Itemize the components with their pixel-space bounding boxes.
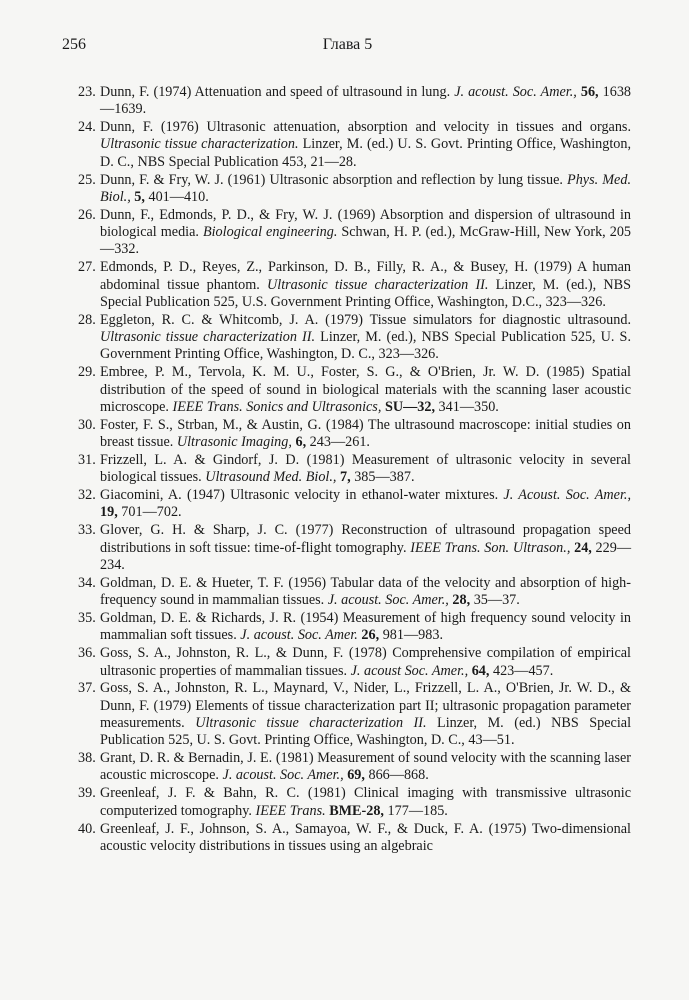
reference-entry: [78, 610, 631, 645]
reference-text: 177—185.: [383, 802, 448, 819]
reference-source: IEEE Trans.: [255, 802, 326, 819]
reference-text: Giacomini, A. (1947) Ultrasonic velocity in ethanol-water mixtures.: [100, 487, 504, 504]
reference-text: 423—457.: [489, 662, 554, 679]
reference-text: Goldman, D. E. & Richards, J. R. (1954) Measurement of high frequency sound velocity in mammalian soft tissues.: [100, 610, 631, 644]
reference-source: Biological engineering.: [202, 224, 338, 241]
reference-volume: 19,: [100, 504, 118, 521]
reference-number: 29.: [78, 364, 96, 381]
reference-entry: [78, 84, 631, 119]
reference-text: Linzer, M. (ed.) NBS Special Publication 525, U. S. Govt. Printing Office, Washington, D. C., 43—51.: [100, 715, 632, 749]
reference-entry: [78, 821, 631, 856]
reference-source: IEEE Trans. Sonics and Ultrasonics,: [172, 398, 382, 415]
reference-entry: [78, 417, 631, 452]
reference-entry: [78, 452, 631, 487]
reference-number: 27.: [78, 259, 96, 276]
reference-number: 39.: [78, 785, 96, 802]
reference-volume: 28,: [452, 592, 471, 609]
reference-source: J. acoust. Soc. Amer.,: [454, 84, 577, 100]
reference-entry: [78, 312, 631, 364]
reference-source: Ultrasonic tissue characterization.: [100, 136, 299, 153]
reference-number: 36.: [78, 645, 96, 662]
reference-text: Linzer, M. (ed.), NBS Special Publication 525, U.S. Government Printing Office, Washington, D.C., 323—326.: [100, 276, 631, 310]
reference-entry: [78, 207, 631, 259]
reference-number: 33.: [78, 522, 96, 539]
reference-volume: SU—32,: [384, 398, 435, 415]
reference-text: 35—37.: [470, 592, 520, 609]
reference-number: 24.: [78, 119, 96, 136]
reference-volume: 24,: [574, 539, 592, 556]
reference-entry: [78, 750, 631, 785]
reference-source: J. Acoust. Soc. Amer.,: [503, 487, 631, 504]
reference-text: Embree, P. M., Tervola, K. M. U., Foster, S. G., & O'Brien, Jr. W. D. (1985) Spatial distribution of the speed of sound in biological materials with the scanning laser acoustic microscope.: [100, 364, 631, 415]
reference-volume: 5,: [134, 188, 145, 205]
reference-entry: [78, 522, 631, 574]
reference-number: 26.: [78, 206, 96, 223]
reference-text: Glover, G. H. & Sharp, J. C. (1977) Reconstruction of ultrasound propagation speed distributions in soft tissue: time-of-flight tomography.: [100, 522, 631, 556]
reference-source: IEEE Trans. Son. Ultrason.,: [410, 539, 571, 556]
reference-source: Phys. Med. Biol.,: [100, 171, 631, 205]
reference-volume: 64,: [471, 662, 490, 679]
reference-source: Ultrasonic tissue characterization II.: [195, 715, 427, 731]
reference-number: 23.: [78, 84, 96, 100]
reference-entry: [78, 645, 631, 680]
reference-number: 34.: [78, 574, 96, 591]
reference-source: J. acoust. Soc. Amer.: [240, 627, 358, 644]
reference-volume: 7,: [340, 469, 351, 486]
reference-text: Edmonds, P. D., Reyes, Z., Parkinson, D. B., Filly, R. A., & Busey, H. (1979) A human abdominal tissue phantom.: [100, 259, 631, 293]
reference-number: 32.: [78, 487, 96, 504]
reference-text: 341—350.: [435, 398, 499, 415]
reference-text: Schwan, H. P. (ed.), McGraw-Hill, New York, 205—332.: [100, 224, 632, 258]
reference-volume: 56,: [580, 84, 599, 100]
reference-number: 25.: [78, 171, 96, 188]
reference-number: 31.: [78, 451, 96, 468]
reference-text: 385—387.: [350, 469, 415, 486]
reference-number: 37.: [78, 680, 96, 697]
reference-text: Frizzell, L. A. & Gindorf, J. D. (1981) Measurement of ultrasonic velocity in several biological tissues.: [100, 451, 631, 486]
reference-text: Dunn, F. & Fry, W. J. (1961) Ultrasonic absorption and reflection by lung tissue.: [100, 171, 568, 188]
reference-text: 401—410.: [144, 188, 209, 205]
reference-text: 229—234.: [100, 539, 632, 573]
reference-text: 981—983.: [379, 627, 443, 644]
reference-source: J. acoust. Soc. Amer.,: [222, 767, 344, 784]
reference-source: Ultrasonic tissue characterization II.: [267, 276, 489, 293]
reference-volume: 26,: [361, 627, 380, 644]
reference-text: Grant, D. R. & Bernadin, J. E. (1981) Measurement of sound velocity with the scanning laser acoustic microscope.: [100, 750, 631, 784]
reference-text: Dunn, F., Edmonds, P. D., & Fry, W. J. (1969) Absorption and dispersion of ultrasound in biological media.: [100, 206, 631, 241]
reference-text: Goss, S. A., Johnston, R. L., & Dunn, F. (1978) Comprehensive compilation of empirical ultrasonic properties of mammalian tissues.: [100, 645, 631, 679]
reference-volume: 6,: [295, 434, 307, 451]
reference-number: 40.: [78, 820, 96, 837]
reference-text: Goldman, D. E. & Hueter, T. F. (1956) Tabular data of the velocity and absorption of high-frequency sound in mammalian tissues.: [100, 574, 631, 609]
reference-entry: [78, 487, 631, 522]
reference-entry: [78, 680, 631, 749]
reference-text: Greenleaf, J. F. & Bahn, R. C. (1981) Clinical imaging with transmissive ultrasonic computerized tomography.: [100, 785, 631, 819]
reference-text: Dunn, F. (1976) Ultrasonic attenuation, absorption and velocity in tissues and organs.: [100, 119, 631, 136]
chapter-title: Глава 5: [322, 36, 373, 53]
reference-source: Ultrasonic tissue characterization II.: [100, 329, 316, 346]
reference-text: Foster, F. S., Strban, M., & Austin, G. (1984) The ultrasound macroscope: initial studies on breast tissue.: [100, 416, 631, 451]
reference-entry: [78, 364, 631, 416]
reference-text: 1638—1639.: [100, 84, 632, 118]
reference-text: Linzer, M. (ed.), NBS Special Publication 525, U. S. Government Printing Office, Washington, D. C., 323—326.: [100, 329, 631, 363]
reference-list: [78, 84, 631, 856]
reference-text: 701—702.: [117, 504, 182, 521]
reference-entry: [78, 119, 631, 171]
reference-source: J. acoust. Soc. Amer.,: [327, 592, 449, 609]
reference-text: Eggleton, R. C. & Whitcomb, J. A. (1979) Tissue simulators for diagnostic ultrasound.: [100, 311, 631, 328]
reference-number: 35.: [78, 610, 96, 627]
reference-entry: [78, 575, 631, 610]
reference-source: Ultrasonic Imaging,: [176, 434, 292, 451]
page-number: 256: [62, 36, 86, 53]
page-header: [62, 36, 633, 58]
reference-text: 243—261.: [306, 434, 370, 451]
reference-number: 38.: [78, 750, 96, 767]
reference-text: Greenleaf, J. F., Johnson, S. A., Samayoa, W. F., & Duck, F. A. (1975) Two-dimensional acoustic velocity distributions in tissues using an algebraic: [100, 820, 631, 854]
reference-source: J. acoust Soc. Amer.,: [350, 662, 469, 679]
reference-text: Goss, S. A., Johnston, R. L., Maynard, V., Nider, L., Frizzell, L. A., O'Brien, Jr. W. D., & Dunn, F. (1979) Elements of tissue characterization part II; ultrasonic propagation parameter measurements.: [100, 680, 631, 731]
reference-text: 866—868.: [364, 767, 429, 784]
reference-source: Ultrasound Med. Biol.,: [205, 469, 337, 486]
reference-entry: [78, 172, 631, 207]
reference-volume: BME-28,: [329, 802, 384, 819]
reference-entry: [78, 259, 631, 311]
reference-number: 28.: [78, 311, 96, 328]
reference-text: Linzer, M. (ed.) U. S. Govt. Printing Office, Washington, D. C., NBS Special Publication 453, 21—28.: [100, 136, 631, 170]
reference-number: 30.: [78, 416, 96, 433]
reference-volume: 69,: [347, 767, 365, 784]
reference-text: Dunn, F. (1974) Attenuation and speed of ultrasound in lung.: [100, 84, 455, 100]
reference-entry: [78, 785, 631, 820]
